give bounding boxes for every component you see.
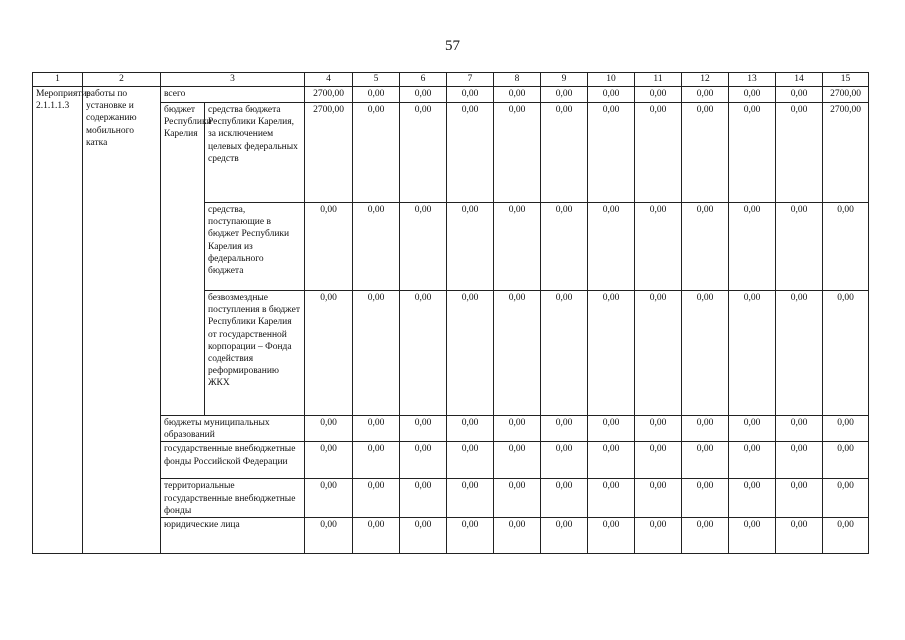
value-cell: 0,00 [353, 479, 400, 518]
row-label: бюджеты муниципальных образований [161, 416, 305, 442]
value-cell: 0,00 [682, 291, 729, 416]
value-cell: 0,00 [588, 416, 635, 442]
value-cell: 2700,00 [823, 103, 869, 203]
value-cell: 0,00 [353, 291, 400, 416]
value-cell: 0,00 [776, 291, 823, 416]
value-cell: 0,00 [353, 518, 400, 554]
value-cell: 0,00 [729, 518, 776, 554]
value-cell: 0,00 [588, 103, 635, 203]
header-cell: 13 [729, 73, 776, 87]
budget-table [32, 72, 869, 554]
value-cell: 0,00 [729, 203, 776, 291]
table-row-total [33, 87, 869, 103]
value-cell: 0,00 [305, 203, 353, 291]
value-cell: 0,00 [682, 518, 729, 554]
value-cell: 0,00 [541, 291, 588, 416]
row-label: средства бюджета Республики Карелия, за исключением целевых федеральных средств [205, 103, 305, 203]
value-cell: 0,00 [635, 87, 682, 103]
header-cell: 1 [33, 73, 83, 87]
value-cell: 0,00 [776, 442, 823, 479]
value-cell: 0,00 [682, 203, 729, 291]
value-cell: 0,00 [541, 203, 588, 291]
value-cell: 0,00 [494, 479, 541, 518]
header-cell: 11 [635, 73, 682, 87]
value-cell: 0,00 [776, 203, 823, 291]
value-cell: 0,00 [682, 479, 729, 518]
value-cell: 0,00 [305, 291, 353, 416]
value-cell: 0,00 [776, 87, 823, 103]
value-cell: 0,00 [494, 203, 541, 291]
value-cell: 0,00 [400, 416, 447, 442]
row-group-label: бюджет Республики Карелия [161, 103, 205, 416]
value-cell: 0,00 [635, 103, 682, 203]
value-cell: 0,00 [682, 87, 729, 103]
value-cell: 0,00 [776, 416, 823, 442]
value-cell: 0,00 [729, 291, 776, 416]
value-cell: 0,00 [682, 103, 729, 203]
value-cell: 0,00 [729, 103, 776, 203]
header-cell: 9 [541, 73, 588, 87]
value-cell: 0,00 [823, 479, 869, 518]
value-cell: 0,00 [447, 203, 494, 291]
header-row [33, 73, 869, 87]
value-cell: 0,00 [823, 291, 869, 416]
value-cell: 0,00 [823, 442, 869, 479]
header-cell: 2 [83, 73, 161, 87]
value-cell: 0,00 [305, 479, 353, 518]
value-cell: 0,00 [447, 442, 494, 479]
value-cell: 0,00 [447, 416, 494, 442]
page-number: 57 [445, 38, 460, 54]
value-cell: 0,00 [588, 87, 635, 103]
value-cell: 0,00 [541, 87, 588, 103]
value-cell: 0,00 [541, 479, 588, 518]
value-cell: 0,00 [353, 103, 400, 203]
value-cell: 0,00 [729, 479, 776, 518]
header-cell: 4 [305, 73, 353, 87]
row-label: территориальные государственные внебюджетные фонды [161, 479, 305, 518]
row-label: безвозмездные поступления в бюджет Республики Карелия от государственной корпорации – Фонда содействия реформированию ЖКХ [205, 291, 305, 416]
value-cell: 0,00 [635, 479, 682, 518]
value-cell: 0,00 [823, 518, 869, 554]
header-cell: 8 [494, 73, 541, 87]
value-cell: 0,00 [635, 203, 682, 291]
value-cell: 0,00 [305, 518, 353, 554]
value-cell: 0,00 [400, 203, 447, 291]
value-cell: 0,00 [494, 518, 541, 554]
header-cell: 5 [353, 73, 400, 87]
value-cell: 0,00 [635, 416, 682, 442]
value-cell: 0,00 [353, 442, 400, 479]
value-cell: 0,00 [400, 291, 447, 416]
value-cell: 0,00 [447, 291, 494, 416]
value-cell: 0,00 [682, 442, 729, 479]
value-cell: 0,00 [682, 416, 729, 442]
value-cell: 0,00 [729, 442, 776, 479]
row-label: всего [161, 87, 305, 103]
value-cell: 0,00 [400, 87, 447, 103]
value-cell: 2700,00 [823, 87, 869, 103]
value-cell: 0,00 [400, 479, 447, 518]
value-cell: 0,00 [729, 416, 776, 442]
header-cell: 14 [776, 73, 823, 87]
value-cell: 0,00 [635, 291, 682, 416]
value-cell: 0,00 [588, 479, 635, 518]
value-cell: 0,00 [588, 203, 635, 291]
value-cell: 0,00 [447, 479, 494, 518]
value-cell: 0,00 [494, 442, 541, 479]
value-cell: 0,00 [447, 518, 494, 554]
value-cell: 0,00 [400, 518, 447, 554]
value-cell: 0,00 [541, 518, 588, 554]
value-cell: 0,00 [635, 442, 682, 479]
value-cell: 0,00 [588, 518, 635, 554]
value-cell: 0,00 [729, 87, 776, 103]
measure-code: Мероприятие 2.1.1.1.3 [33, 87, 83, 554]
header-cell: 12 [682, 73, 729, 87]
value-cell: 0,00 [823, 416, 869, 442]
value-cell: 0,00 [494, 103, 541, 203]
value-cell: 0,00 [494, 87, 541, 103]
value-cell: 0,00 [400, 103, 447, 203]
value-cell: 0,00 [635, 518, 682, 554]
header-cell: 15 [823, 73, 869, 87]
value-cell: 0,00 [305, 416, 353, 442]
value-cell: 0,00 [776, 518, 823, 554]
measure-name: работы по установке и содержанию мобильного катка [83, 87, 161, 554]
value-cell: 0,00 [541, 416, 588, 442]
value-cell: 0,00 [776, 103, 823, 203]
value-cell: 0,00 [776, 479, 823, 518]
value-cell: 2700,00 [305, 87, 353, 103]
row-label: государственные внебюджетные фонды Российской Федерации [161, 442, 305, 479]
value-cell: 0,00 [447, 103, 494, 203]
value-cell: 0,00 [305, 442, 353, 479]
value-cell: 0,00 [588, 291, 635, 416]
row-label: средства, поступающие в бюджет Республики Карелия из федерального бюджета [205, 203, 305, 291]
value-cell: 0,00 [588, 442, 635, 479]
value-cell: 0,00 [400, 442, 447, 479]
value-cell: 0,00 [494, 416, 541, 442]
value-cell: 2700,00 [305, 103, 353, 203]
header-cell: 7 [447, 73, 494, 87]
value-cell: 0,00 [541, 442, 588, 479]
value-cell: 0,00 [353, 203, 400, 291]
row-label: юридические лица [161, 518, 305, 554]
value-cell: 0,00 [447, 87, 494, 103]
header-cell: 3 [161, 73, 305, 87]
header-cell: 10 [588, 73, 635, 87]
header-cell: 6 [400, 73, 447, 87]
value-cell: 0,00 [353, 87, 400, 103]
value-cell: 0,00 [541, 103, 588, 203]
value-cell: 0,00 [353, 416, 400, 442]
value-cell: 0,00 [823, 203, 869, 291]
value-cell: 0,00 [494, 291, 541, 416]
